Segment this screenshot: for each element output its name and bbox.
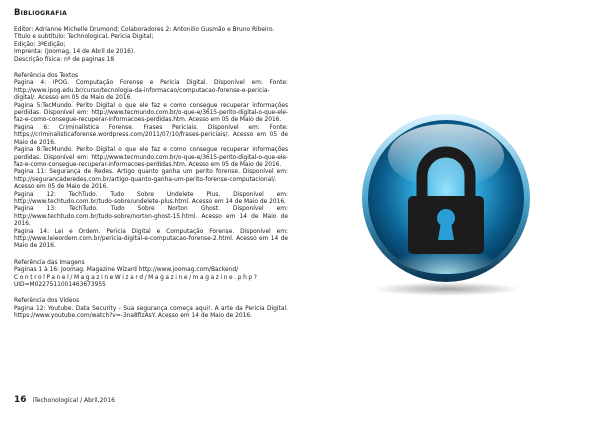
videos-references-title: Referência dos Vídeos [14, 298, 80, 305]
credits-block [14, 27, 288, 64]
image-reference-line: UID=M0227511001463673955 [14, 282, 106, 288]
credit-line: Descrição física: nº de paginas 18 [14, 56, 115, 63]
reference-item: Pagina 4: IPOG. Computação Forense e Pericia Digital. Disponível em: Fonte: http://www.ipog.edu.br/curso/tecnologia-da-informacao/computacao-forense-e-pericia-digital/. Acesso em 05 de Maio de 2016. [14, 80, 288, 102]
page-number: 16 [14, 395, 27, 405]
images-references-title: Referência das Imagens [14, 259, 85, 266]
image-reference-line: ControlPanel/MagazineWizard/Magazine/magazine.php? [14, 274, 259, 281]
texts-references [14, 73, 288, 251]
video-reference-item: Pagina 12: Youtube. Data Security - Sua segurança começa aqui!. A arte da Pericia Digital. https://www.youtube.com/watch?v=-3na8fizAsY. Acesso em 14 de Maio de 2016. [14, 305, 288, 320]
globe-shadow [372, 282, 522, 296]
videos-references [14, 298, 288, 320]
texts-references-title: Referência dos Textos [14, 73, 79, 80]
section-title: Bibliografia [14, 7, 68, 17]
footer-text: iTechonological / Abril,2016 [32, 397, 115, 404]
credit-line: Editor: Adrianne Michelle Drumond; Colaboradores 2: Antonilio Gusmão e Bruno Ribeiro. [14, 27, 275, 33]
reference-item: Pagina 11: Segurança de Redes. Artigo quanto ganha um perito forense. Disponível em: http://segurancaderedes.com.br/artigo-quanto-ganha-um-perito-forense-computacional/. Acesso em 05 de Maio de 2016. [14, 169, 288, 191]
page-footer [14, 395, 115, 405]
reference-item: Pagina 6: Criminalística Forense. Frases Periciais. Disponível em: Fonte: https://criminalisticaforense.wordpress.com/2011/07/10/frases-periciais/. Acesso em 05 de Maio de 2016. [14, 124, 288, 146]
reference-item: Pagina 12: TechTudo. Tudo Sobre Undelete Plus. Disponível em: http://www.techtudo.com.br/tudo-sobre/undelete-plus.html. Acesso em 14 de Maio de 2016. [14, 191, 288, 205]
credit-line: Imprenta: (Joomag, 14 de Abril de 2016). [14, 49, 136, 56]
image-reference-line: Paginas 1 à 16: Joomag. Magazine Wizard http://www.joomag.com/Backend/ [14, 267, 239, 274]
padlock-icon [360, 112, 532, 284]
padlock-globe [360, 112, 532, 284]
credit-line: Edição: 3ªEdição; [14, 41, 66, 48]
reference-item: Pagina 8:TecMundo. Perito Digital o que ele faz e como consegue recuperar informações perdidas. Disponível em: http://www.tecmundo.com.br/o-que-e/3615-perito-digital-o-que-ele-faz-e-como-consegue-recuperar-informacoes-perdidas.htm. Acesso em 05 de Maio de 2016. [14, 147, 288, 168]
images-references [14, 260, 288, 290]
reference-item: Pagina 5:TecMundo. Perito Digital o que ele faz e como consegue recuperar informações perdidas. Disponível em: http://www.tecmundo.com.br/o-que-e/3615-perito-digital-o-que-ele-faz-e-como-consegue-recuperar-informacoes-perdidas.htm. Acesso em 05 de Maio de 2016. [14, 102, 288, 124]
credit-line: Título e subtítulo: Technological, Pericia Digital; [14, 34, 154, 41]
reference-item: Pagina 13: TechTudo. Tudo Sobre Norton Ghost. Disponível em: http://www.techtudo.com.br/tudo-sobre/norton-ghost-15.html. Acesso em 14 de Maio de 2016. [14, 206, 288, 228]
reference-item: Pagina 14: Lei e Ordem. Pericia Digital e Computação Forense. Disponível em: http://www.leieordem.com.br/pericia-digital-e-computacao-forense-2.html. Acesso em 14 de Maio de 2016. [14, 228, 288, 250]
bibliography-column [14, 7, 288, 327]
